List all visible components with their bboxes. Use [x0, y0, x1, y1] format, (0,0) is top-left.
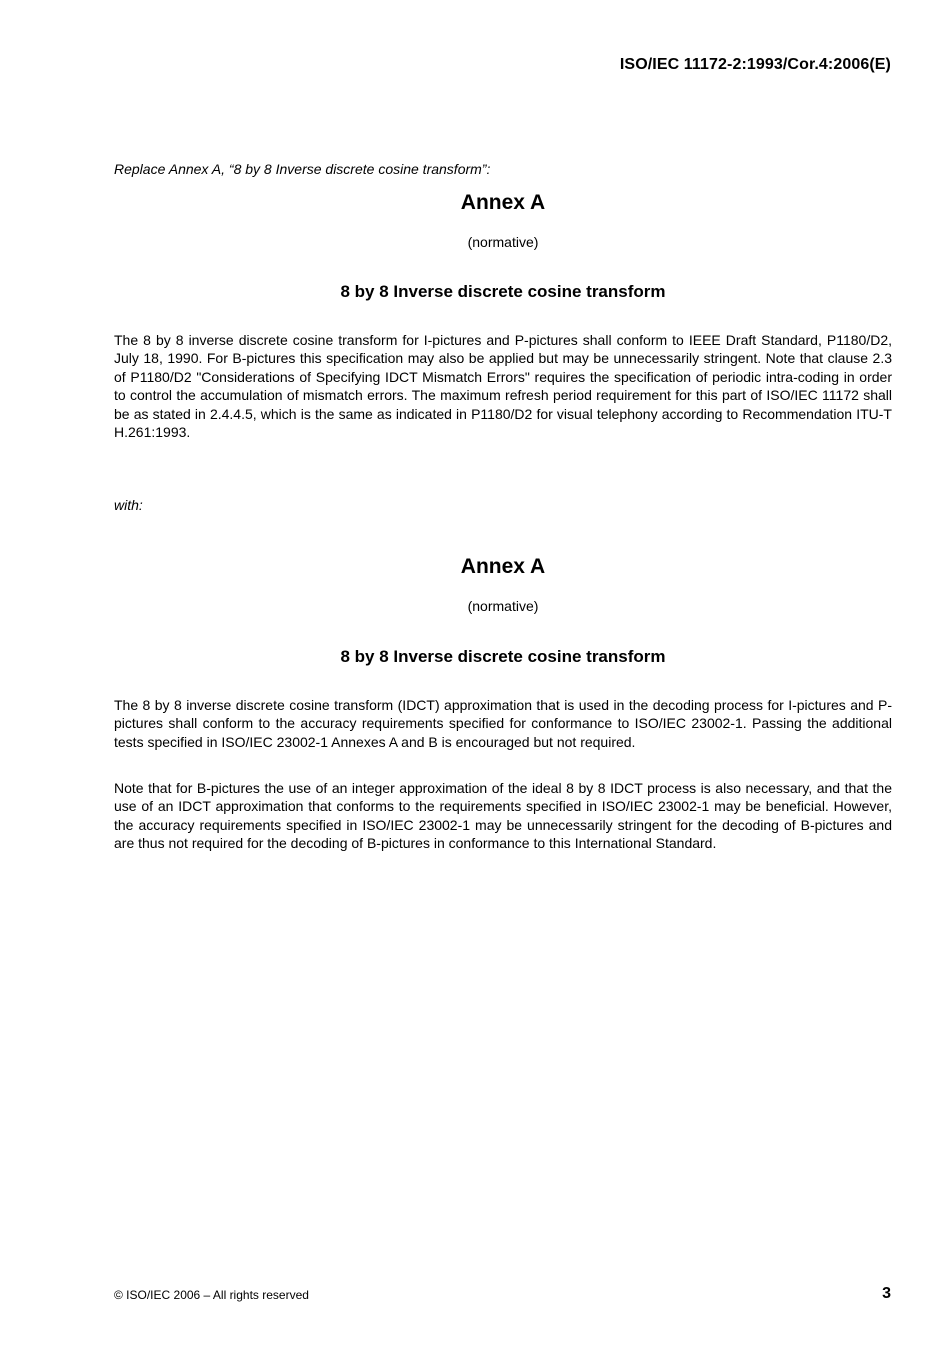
- annex-title: Annex A: [460, 191, 546, 214]
- annex-heading: 8 by 8 Inverse discrete cosine transform: [340, 282, 666, 301]
- annex-paragraph: The 8 by 8 inverse discrete cosine transform for I-pictures and P-pictures shall conform to IEEE Draft Standard, P1180/D2, July 18, 1990. For B-pictures this specification may also be applied but may be unnecessarily stringent. Note that clause 2.3 of P1180/D2 "Considerations of Specifying IDCT Mismatch Errors" requires the specification of periodic intra-coding in order to control the accumulation of mismatch errors. The maximum refresh period requirement for this part of ISO/IEC 11172 shall be as stated in 2.4.4.5, which is the same as indicated in P1180/D2 for visual telephony according to Recommendation ITU-T H.261:1993.: [114, 332, 892, 441]
- replacement-annex-heading: 8 by 8 Inverse discrete cosine transform: [340, 647, 666, 666]
- page-number: 3: [882, 1285, 891, 1302]
- footer-copyright: © ISO/IEC 2006 – All rights reserved: [114, 1288, 309, 1302]
- replacement-paragraph-2: Note that for B-pictures the use of an integer approximation of the ideal 8 by 8 IDCT process is also necessary, and that the use of an IDCT approximation that conforms to the requirements specified in ISO/IEC 23002-1 may be beneficial. However, the accuracy requirements specified in ISO/IEC 23002-1 may be unnecessarily stringent for the decoding of B-pictures and are thus not required for the decoding of B-pictures in conformance to this International Standard.: [114, 780, 892, 852]
- replace-instruction: Replace Annex A, “8 by 8 Inverse discrete cosine transform”:: [114, 161, 491, 177]
- document-identifier: ISO/IEC 11172-2:1993/Cor.4:2006(E): [619, 56, 891, 73]
- replacement-annex-title: Annex A: [460, 555, 546, 578]
- annex-type-label: (normative): [467, 234, 539, 250]
- replacement-annex-type-label: (normative): [467, 598, 539, 614]
- replacement-paragraph-1: The 8 by 8 inverse discrete cosine transform (IDCT) approximation that is used in the decoding process for I-pictures and P-pictures shall conform to the accuracy requirements specified for conformance to ISO/IEC 23002-1. Passing the additional tests specified in ISO/IEC 23002-1 Annexes A and B is encouraged but not required.: [114, 697, 892, 750]
- with-label: with:: [114, 497, 143, 513]
